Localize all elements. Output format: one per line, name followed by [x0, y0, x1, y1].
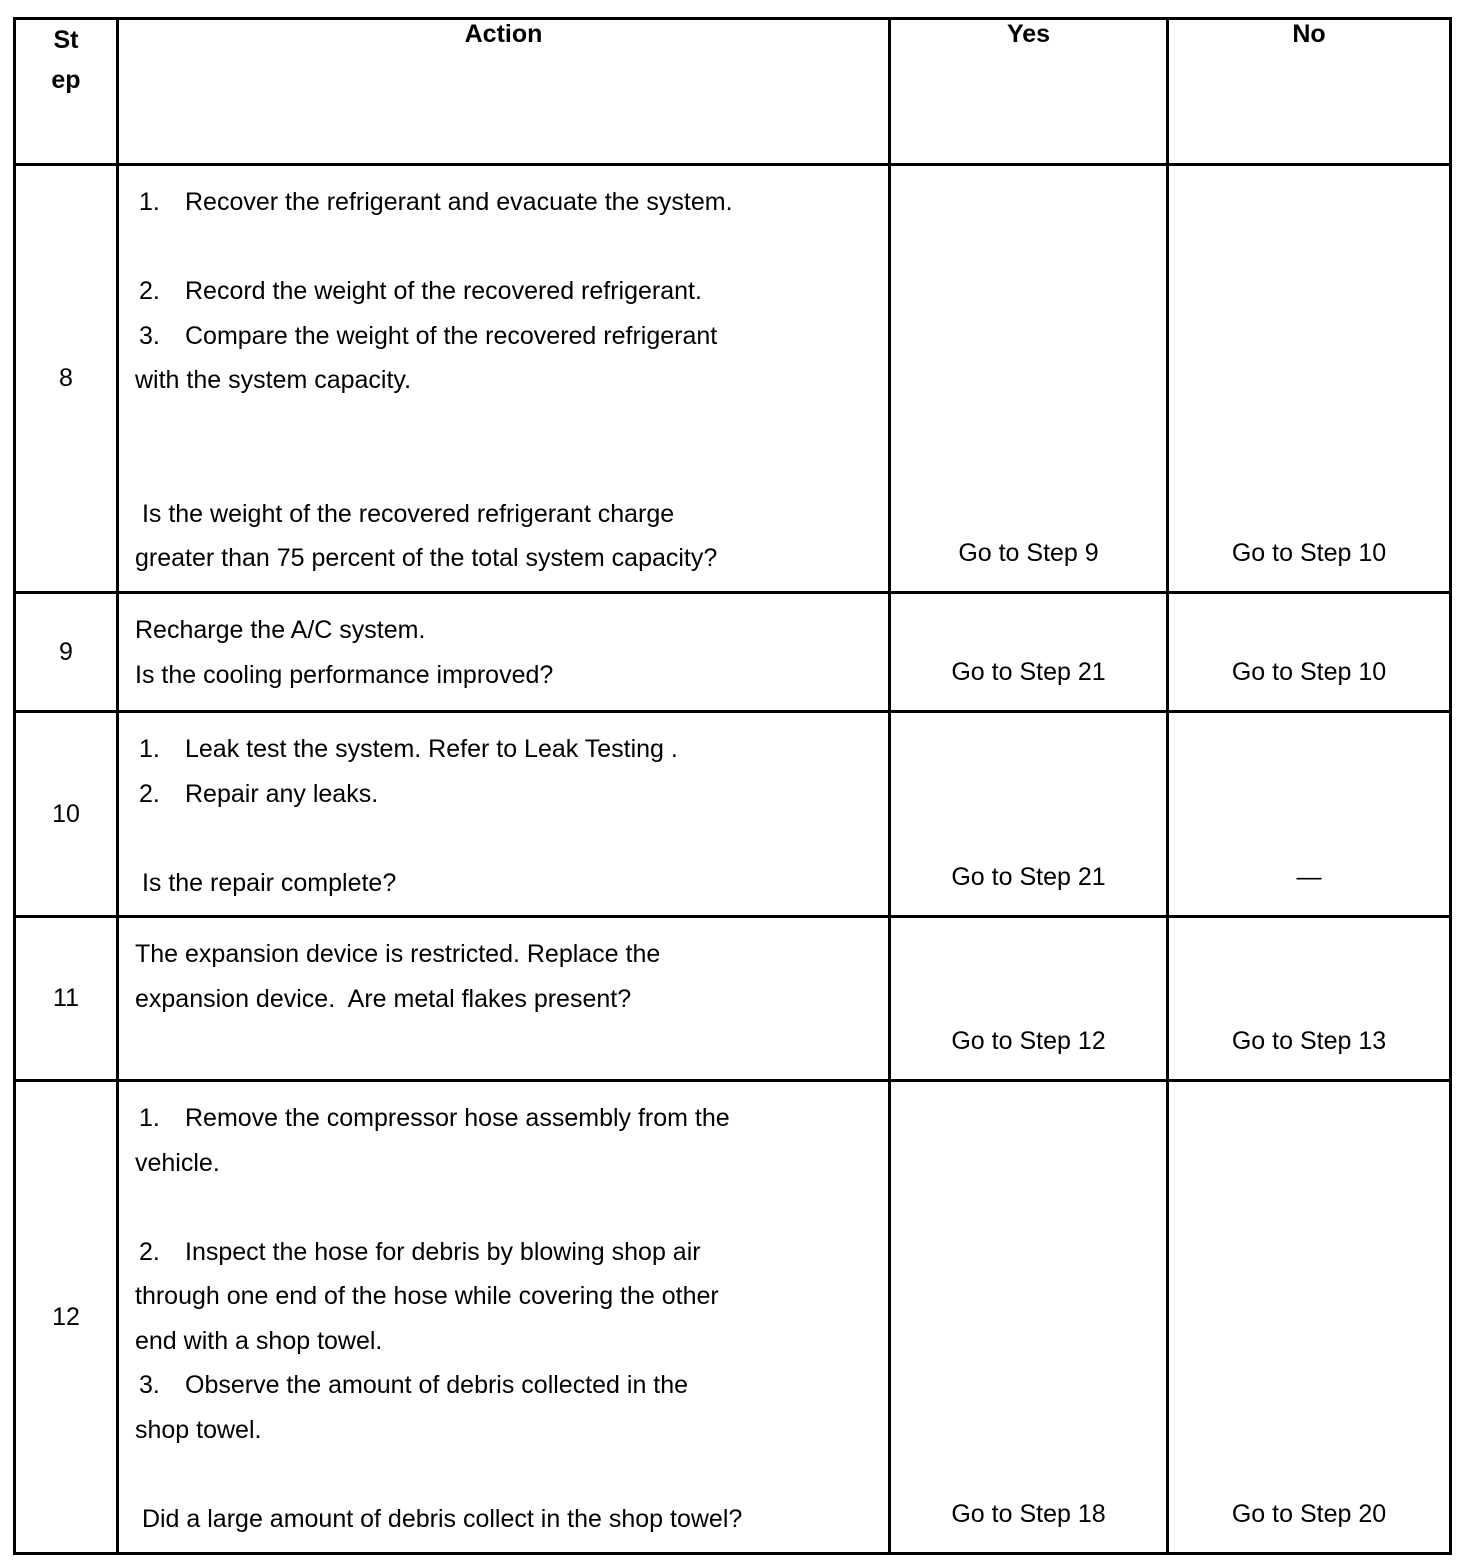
action-cell: The expansion device is restricted. Replace the expansion device. Are metal flakes present? [118, 917, 890, 1081]
yes-result: Go to Step 12 [890, 917, 1168, 1081]
step-number: 10 [15, 712, 118, 917]
no-result: — [1168, 712, 1451, 917]
yes-result: Go to Step 9 [890, 165, 1168, 593]
table-row-step-10 [15, 712, 1451, 917]
yes-result: Go to Step 21 [890, 712, 1168, 917]
no-result: Go to Step 13 [1168, 917, 1451, 1081]
yes-result: Go to Step 18 [890, 1081, 1168, 1554]
action-cell: 1. Remove the compressor hose assembly from the vehicle. 2. Inspect the hose for debris by blowing shop air through one end of the hose while covering the other end with a shop towel. 3. Observe the amount of debris collected in the shop towel. Did a large amount of debris collect in the shop towel? [118, 1081, 890, 1554]
header-row [15, 19, 1451, 165]
header-action: Action [118, 19, 890, 165]
action-cell: 1. Recover the refrigerant and evacuate the system. 2. Record the weight of the recovered refrigerant. 3. Compare the weight of the recovered refrigerant with the system capacity. Is the weight of the recovered refrigerant charge greater than 75 percent of the total system capacity? [118, 165, 890, 593]
yes-result: Go to Step 21 [890, 593, 1168, 712]
no-result: Go to Step 10 [1168, 165, 1451, 593]
table-row-step-8 [15, 165, 1451, 593]
step-number: 12 [15, 1081, 118, 1554]
diagnostic-table [13, 17, 1452, 1555]
step-number: 11 [15, 917, 118, 1081]
header-yes: Yes [890, 19, 1168, 165]
header-no: No [1168, 19, 1451, 165]
table-row-step-9 [15, 593, 1451, 712]
no-result: Go to Step 10 [1168, 593, 1451, 712]
header-step: St ep [15, 19, 118, 165]
action-cell: Recharge the A/C system. Is the cooling performance improved? [118, 593, 890, 712]
table-row-step-12 [15, 1081, 1451, 1554]
table-row-step-11 [15, 917, 1451, 1081]
action-cell: 1. Leak test the system. Refer to Leak Testing . 2. Repair any leaks. Is the repair complete? [118, 712, 890, 917]
no-result: Go to Step 20 [1168, 1081, 1451, 1554]
step-number: 8 [15, 165, 118, 593]
step-number: 9 [15, 593, 118, 712]
